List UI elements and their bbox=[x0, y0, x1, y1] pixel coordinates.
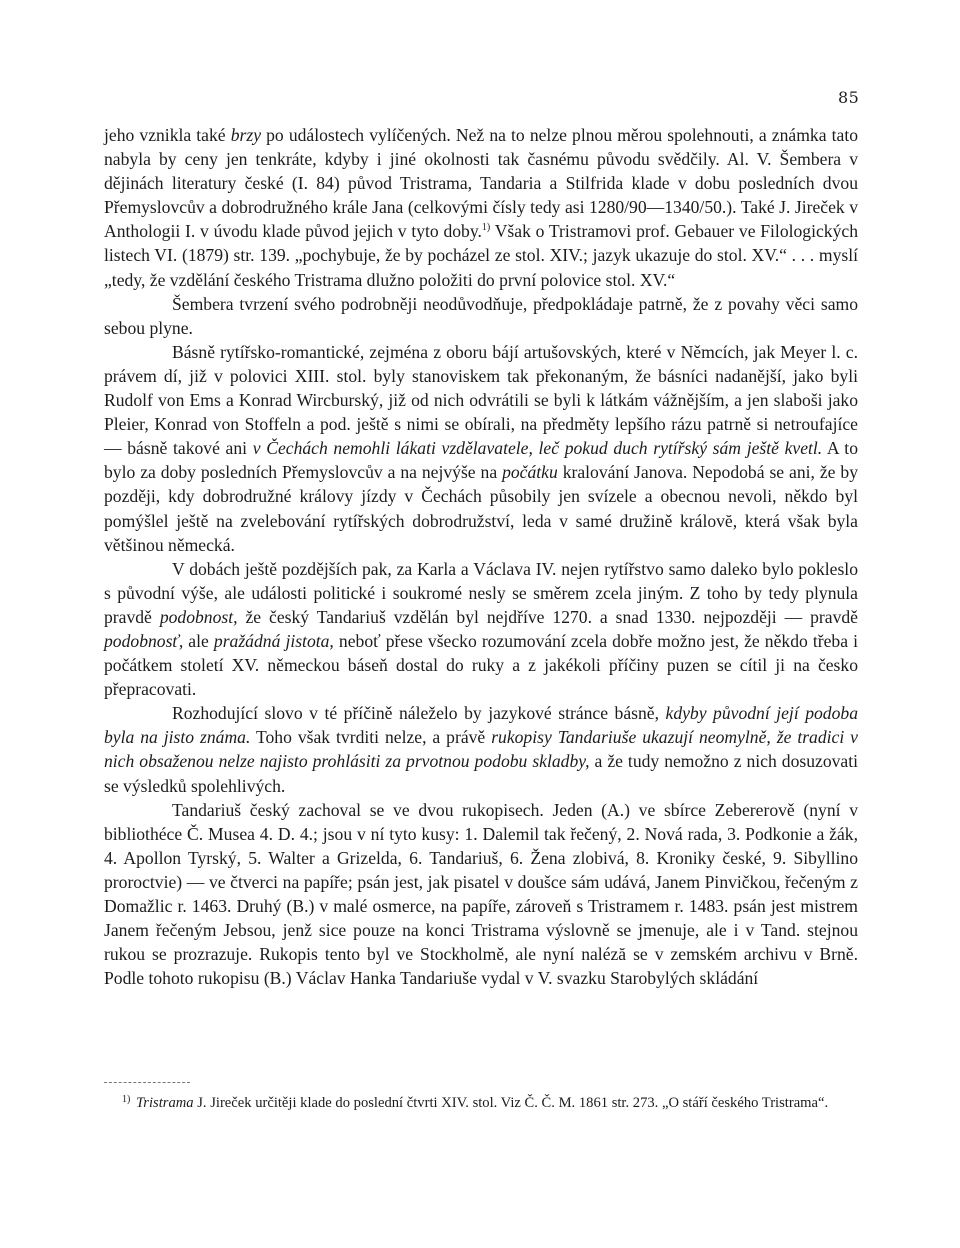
text-run: jeho vznikla také bbox=[104, 125, 231, 145]
italic-text: podobnost, bbox=[159, 606, 238, 627]
text-run: Rozhodující slovo v té příčině náleželo by jazykové stránce básně, bbox=[172, 703, 666, 724]
text-run: Šembera tvrzení svého podrobněji neodůvodňuje, předpokládaje patrně, že z povahy věci samo sebou plyne. bbox=[104, 293, 858, 338]
paragraph bbox=[104, 292, 858, 340]
text-run: po událostech vylíčených. Než na to nelze plnou měrou spolehnouti, a známka tato nabyla by ceny jen tenkráte, kdyby i jiné okolnosti tak časnému původu svědčily. Al. V. Šembera v dějinách literatury české (I. 84) původ Tristrama, Tandaria a Stilfrida klade v dobu posledních dvou Přemyslovcův a dobrodružného krále Jana (celkovými čísly tedy asi 1280/90—1340/50.). Také J. Jireček v Anthologii I. v úvodu klade původ jejich v tyto doby. bbox=[104, 125, 859, 242]
text-run: ale bbox=[183, 630, 214, 651]
italic-text: Tristrama bbox=[136, 1095, 194, 1111]
text-run: Tandariuš český zachoval se ve dvou rukopisech. Jeden (A.) ve sbírce Zebererově (nyní v bibliothéce Č. Musea 4. D. 4.; jsou v ní tyto kusy: 1. Dalemil tak řečený, 2. Nová rada, 3. Podkonie a žák, 4. Apollon Tyrský, 5. Walter a Grizelda, 6. Tandariuš, 6. Žena zlobivá, 8. Kroniky české, 9. Sibyllino proroctvie) — ve čtverci na papíře; psán jest, jak pisatel v doušce sám udává, Janem Pinvičkou, řečeným z Domažlic r. 1463. Druhý (B.) v malé osmerce, na papíře, zároveň s Tristramem r. 1483. psán jest mistrem Janem řečeným Jebsou, jenž sice pouze na konci Tristrama výslovně se jmenuje, ale i v Tand. stejnou rukou se prozrazuje. Rukopis tento byl ve Stockholmě, ale nyní naléză se v zemském archivu v Brně. Podle tohoto rukopisu (B.) Václav Hanka Tandariuše vydal v V. svazku Starobylých skládání bbox=[104, 799, 858, 989]
paragraph bbox=[104, 557, 858, 702]
text-run: V dobách ještě pozdějších pak, za Karla a Václava IV. nejen rytířstvo samo daleko bylo pokleslo s původní výše, ale události politické i soukromé nesly se směrem zcela jiným. Z toho by tedy plynula pravdě bbox=[104, 558, 858, 627]
italic-text: v Čechách nemohli lákati vzdělavatele, leč pokud duch rytířský sám ještě kvetl. bbox=[252, 438, 823, 459]
text-run: a že tudy nemožno z nich dosuzovati se výsledků spolehlivých. bbox=[104, 751, 859, 796]
footnote-separator bbox=[104, 1082, 190, 1083]
text-run: Však o Tristramovi prof. Gebauer ve Filologických listech VI. (1879) str. 139. „pochybuje, že by pocházel ze stol. XIV.; jazyk ukazuje do stol. XV.“ . . . myslí „tedy, že vzdělání českého Tristrama dlužno položiti do první polovice stol. XV.“ bbox=[104, 221, 858, 290]
italic-text: kdyby původní její podoba byla na jisto známa. bbox=[104, 703, 858, 748]
page-number: 85 bbox=[838, 88, 860, 107]
paragraph bbox=[104, 340, 858, 557]
italic-text: pražádná jistota, bbox=[213, 630, 334, 651]
italic-text: rukopisy Tandariuše ukazují neomylně, že tradici v nich obsaženou nelze najisto prohlásiti za prvotnou podobu skladby, bbox=[104, 727, 858, 772]
footnote-mark: 1) bbox=[122, 1094, 131, 1105]
paragraph bbox=[104, 701, 858, 797]
paragraph bbox=[104, 123, 858, 292]
footnote bbox=[122, 1093, 858, 1114]
text-run: Básně rytířsko-romantické, zejména z oboru bájí artušovských, které v Němcích, jak Meyer l. c. právem dí, již v polovici XIII. stol. byly stanoviskem tak překonaným, že básníci nadanější, jako byli Rudolf von Ems a Konrad Wircburský, již od nich odvrátili se byli k látkám vážnějším, a jen slaboši jako Pleier, Konrad von Stoffeln a pod. ještě s nimi se obírali, na předměty lepšího rázu patrně si netroufajíce — básně takové ani bbox=[104, 341, 858, 459]
italic-text: počátku bbox=[502, 462, 558, 483]
footnote-text bbox=[136, 1095, 828, 1111]
italic-text: podobnosť, bbox=[104, 630, 184, 651]
body-text bbox=[104, 123, 858, 990]
italic-text: brzy bbox=[230, 125, 262, 145]
footnote-reference: 1) bbox=[481, 222, 491, 234]
text-run: Toho však tvrditi nelze, a právě bbox=[250, 727, 492, 748]
text-run: že český Tandariuš vzdělán byl nejdříve 1270. a snad 1330. nejpozději — pravdě bbox=[237, 606, 858, 627]
paragraph bbox=[104, 798, 858, 991]
text-run: J. Jireček určitěji klade do poslední čtvrti XIV. stol. Viz Č. Č. M. 1861 str. 273. „O stáří českého Tristrama“. bbox=[193, 1095, 829, 1111]
text-run: kralování Janova. Nepodobá se ani, že by později, kdy dobrodružné královy jízdy v Čechách působily jen svízele a obecnou nevoli, někdo byl pomýšlel ještě na zvelebování rytířských dobrodružství, leda v samé družině královĕ, která však byla většinou německá. bbox=[104, 462, 858, 555]
text-run: A to bylo za doby posledních Přemyslovcův a na nejvýše na bbox=[104, 438, 858, 483]
text-run: neboť přese všecko rozumování zcela dobře možno jest, že někdo třeba i počátkem století XV. německou báseň dostal do ruky a z jakékoli příčiny puzen se cítil ji na česko přepracovati. bbox=[104, 630, 859, 700]
